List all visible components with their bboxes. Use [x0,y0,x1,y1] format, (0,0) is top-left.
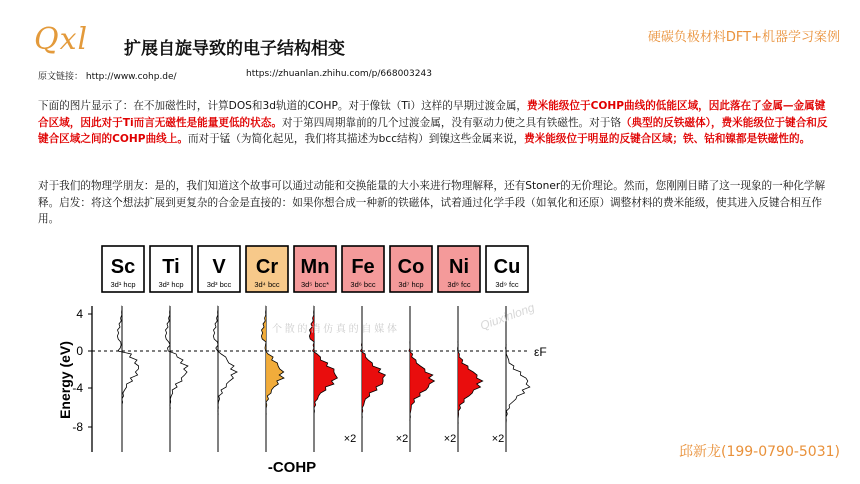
element-config: 3d⁹ fcc [495,280,519,289]
multiplier-ni: ×2 [443,433,457,445]
element-box-ni [438,246,480,292]
cohp-curve-ni [458,306,483,440]
ytick-label-4: 4 [76,307,83,321]
logo: Qxl [34,22,89,57]
contact-phone: 邱新龙(199-0790-5031) [678,444,840,460]
intro-highlight-2: （典型的反铁磁体），费米能级位于键合和反键合区域之间的COHP曲线上。 [38,116,828,145]
element-symbol: V [212,256,226,278]
element-config: 3d⁸ fcc [447,280,471,289]
element-config: 3d¹ hcp [110,280,136,289]
cohp-curve-sc [117,306,138,440]
element-symbol: Cr [255,256,279,278]
element-config: 3d⁶ bcc [350,280,376,289]
x-axis-label: -COHP [267,459,317,476]
intro-text-2: 对于第四周期靠前的几个过渡金属，没有驱动力使之具有铁磁性。对于铬 [281,116,621,129]
element-box-cr [246,246,288,292]
fermi-label: εF [534,345,547,359]
element-box-mn [294,246,336,292]
source-label: 原文链接： [38,72,84,82]
source-links [38,69,432,82]
watermark-brand: Qiuxinlong [478,300,537,333]
paragraph-physics: 对于我们的物理学朋友：是的，我们知道这个故事可以通过动能和交换能量的大小来进行物理解释，还有Stoner的无价理论。然而，您刚刚目睹了这一现象的一种化学解释。启发：将这个想法扩展到更复杂的合金是直接的：如果你想合成一种新的铁磁体，试着通过化学手段（如氧化和还原）调整材料的费米能级，使其进入反键合相互作用。 [38,180,826,225]
multiplier-fe: ×2 [343,433,357,445]
element-symbol: Cu [493,256,521,278]
cohp-figure-svg [52,240,572,480]
element-box-cu [486,246,528,292]
source-url-zhihu[interactable]: https://zhuanlan.zhihu.com/p/668003243 [246,69,432,79]
element-box-ti [150,246,192,292]
cohp-curve-ti [165,306,188,440]
y-axis-label: Energy (eV) [57,341,73,419]
element-config: 3d⁷ hcp [398,280,424,289]
element-box-sc [102,246,144,292]
ytick-label-neg8: -8 [72,420,83,434]
element-symbol: Ni [449,256,469,278]
element-box-co [390,246,432,292]
element-symbol: Fe [351,256,375,278]
intro-highlight-1: 费米能级位于COHP曲线的低能区域，因此落在了金属—金属键合区域，因此对于Ti而言无磁性是能量更低的状态。 [38,100,826,129]
element-box-fe [342,246,384,292]
ytick-label-neg4: -4 [72,381,83,395]
page-title: 扩展自旋导致的电子结构相变 [124,39,345,59]
element-symbol: Ti [162,256,180,278]
cohp-curve-v [213,306,237,440]
element-symbol: Mn [300,256,330,278]
element-config: 3d⁵ bcc* [300,280,330,289]
ytick-label-0: 0 [76,344,83,358]
watermark-text: 个 散 的 消 仿 真 的 自 媒 体 [272,324,398,335]
multiplier-co: ×2 [395,433,409,445]
cohp-curve-cu [506,306,530,440]
element-box-v [198,246,240,292]
element-symbol: Co [397,256,425,278]
element-config: 3d² hcp [158,280,184,289]
cohp-curve-co [409,306,435,440]
source-url-cohp[interactable]: http://www.cohp.de/ [85,72,177,82]
element-config: 3d⁴ bcc [254,280,280,289]
multiplier-cu: ×2 [491,433,505,445]
paragraph-intro [38,98,828,148]
intro-highlight-3: 费米能级位于明显的反键合区域；铁、钴和镍都是铁磁性的。 [524,133,811,145]
element-config: 3d³ bcc [206,280,232,289]
brand-tagline: 硬碳负极材料DFT+机器学习案例 [647,30,840,45]
intro-text-3: 而对于锰（为简化起见，我们将其描述为bcc结构）到镍这些金属来说， [187,133,525,145]
intro-text-1: 下面的图片显示了：在不加磁性时，计算DOS和3d轨道的COHP。对于像钛（Ti）这样的早期过渡金属， [38,100,528,112]
element-symbol: Sc [110,256,136,278]
cohp-figure [52,240,572,480]
